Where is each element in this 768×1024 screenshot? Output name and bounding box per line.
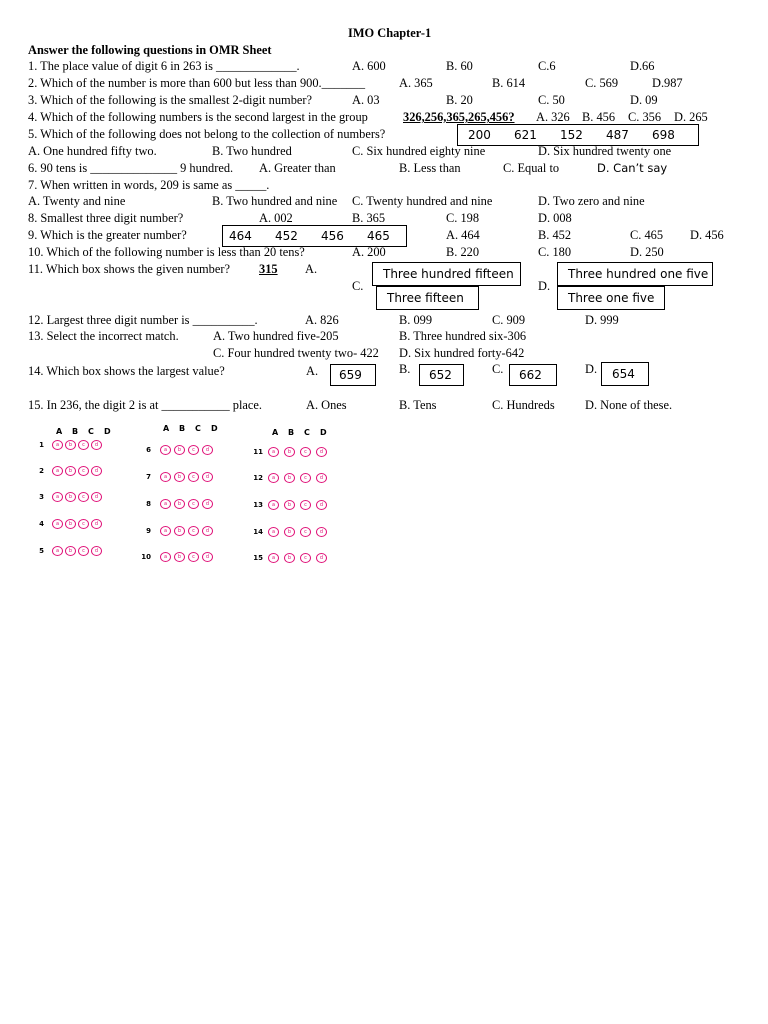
bubble-c[interactable]: c [188,526,199,536]
number-group-box [222,225,407,247]
option: A. Twenty and nine [28,194,126,208]
page-title: IMO Chapter-1 [348,26,432,40]
bubble-c[interactable]: c [78,466,89,476]
option: C. [352,279,364,293]
option: B. 452 [538,228,572,242]
bubble-d[interactable]: d [202,552,213,562]
option: A. 002 [259,211,293,225]
bubble-d[interactable]: d [202,472,213,482]
bubble-d[interactable]: d [316,527,327,537]
question-text: 6. 90 tens is ______________ 9 hundred. [28,161,234,175]
box-number: 464 [229,229,252,243]
bubble-b[interactable]: b [284,527,295,537]
option: D. Two zero and nine [538,194,645,208]
bubble-a[interactable]: a [268,500,279,510]
bubble-b[interactable]: b [65,440,76,450]
option: D. None of these. [585,398,673,412]
answer-box: Three hundred fifteen [372,262,521,286]
bubble-d[interactable]: d [91,519,102,529]
bubble-b[interactable]: b [284,500,295,510]
given-number: 315 [259,262,278,276]
bubble-d[interactable]: d [91,492,102,502]
bubble-b[interactable]: b [174,445,185,455]
bubble-d[interactable]: d [91,440,102,450]
omr-question-number: 9 [146,527,151,535]
bubble-b[interactable]: b [174,472,185,482]
bubble-a[interactable]: a [52,519,63,529]
bubble-a[interactable]: a [160,472,171,482]
bubble-a[interactable]: a [268,447,279,457]
bubble-c[interactable]: c [300,553,311,563]
bubble-a[interactable]: a [268,553,279,563]
bubble-d[interactable]: d [316,473,327,483]
option: D. [585,362,598,376]
omr-question-number: 8 [146,500,151,508]
option: B. 220 [446,245,480,259]
option: B. 60 [446,59,473,73]
bubble-c[interactable]: c [300,527,311,537]
box-number: 621 [514,128,537,142]
option: C. 356 [628,110,662,124]
option: B. Tens [399,398,437,412]
question-text: 15. In 236, the digit 2 is at ___________ place. [28,398,263,412]
option: B. Two hundred and nine [212,194,338,208]
omr-question-number: 2 [39,467,44,475]
option: C. 569 [585,76,619,90]
bubble-a[interactable]: a [52,492,63,502]
answer-box: Three one five [557,286,665,310]
question-text: 3. Which of the following is the smallest 2-digit number? [28,93,313,107]
omr-question-number: 10 [141,553,151,561]
option: C. 180 [538,245,572,259]
question-text: 1. The place value of digit 6 in 263 is _____________. [28,59,300,73]
question-text: 11. Which box shows the given number? [28,262,231,276]
bubble-d[interactable]: d [316,500,327,510]
option: D. 456 [690,228,724,242]
bubble-d[interactable]: d [316,553,327,563]
option: C. Equal to [503,161,560,175]
bubble-b[interactable]: b [174,526,185,536]
omr-question-number: 1 [39,441,44,449]
question-text: 10. Which of the following number is less than 20 tens? [28,245,305,259]
bubble-c[interactable]: c [78,546,89,556]
value-box: 659 [330,364,376,386]
box-number: 456 [321,229,344,243]
option: B. Two hundred [212,144,292,158]
bubble-b[interactable]: b [284,447,295,457]
option: C. Twenty hundred and nine [352,194,493,208]
option: A. 326 [536,110,570,124]
question-text: 14. Which box shows the largest value? [28,364,225,378]
box-number: 452 [275,229,298,243]
bubble-d[interactable]: d [202,526,213,536]
box-number: 200 [468,128,491,142]
question-text: 8. Smallest three digit number? [28,211,184,225]
option: A. 03 [352,93,380,107]
option: C. 50 [538,93,565,107]
bubble-b[interactable]: b [284,473,295,483]
option: D. 250 [630,245,664,259]
omr-question-number: 3 [39,493,44,501]
bubble-b[interactable]: b [65,519,76,529]
option: A. 200 [352,245,386,259]
bubble-b[interactable]: b [284,553,295,563]
bubble-c[interactable]: c [300,447,311,457]
bubble-a[interactable]: a [52,440,63,450]
value-box: 652 [419,364,464,386]
option: D. 265 [674,110,708,124]
option: D.987 [652,76,683,90]
answer-box: Three hundred one five [557,262,713,286]
bubble-b[interactable]: b [174,499,185,509]
option: A. 365 [399,76,433,90]
value-box: 654 [601,362,649,386]
bubble-a[interactable]: a [52,546,63,556]
option: C. 198 [446,211,480,225]
box-number: 152 [560,128,583,142]
bubble-c[interactable]: c [300,473,311,483]
bubble-a[interactable]: a [160,526,171,536]
option: B. 614 [492,76,526,90]
value-box: 662 [509,364,557,386]
bubble-b[interactable]: b [65,466,76,476]
option: C. Hundreds [492,398,555,412]
option: D. Six hundred forty-642 [399,346,525,360]
option: C. 465 [630,228,664,242]
option: D. 008 [538,211,572,225]
bubble-c[interactable]: c [78,440,89,450]
option: D. Can’t say [597,161,668,175]
bubble-d[interactable]: d [316,447,327,457]
option: B. [399,362,411,376]
omr-question-number: 5 [39,547,44,555]
option: D. Six hundred twenty one [538,144,672,158]
option: A. 826 [305,313,339,327]
bubble-c[interactable]: c [188,552,199,562]
question-text: 12. Largest three digit number is __________. [28,313,258,327]
bubble-c[interactable]: c [78,519,89,529]
option: B. 365 [352,211,386,225]
omr-question-number: 15 [253,554,263,562]
omr-question-number: 13 [253,501,263,509]
bubble-c[interactable]: c [188,472,199,482]
bubble-d[interactable]: d [91,466,102,476]
omr-question-number: 14 [253,528,263,536]
option: B. 456 [582,110,616,124]
bubble-a[interactable]: a [160,499,171,509]
omr-question-number: 11 [253,448,263,456]
instruction: Answer the following questions in OMR Sheet [28,43,272,57]
bubble-a[interactable]: a [160,445,171,455]
bubble-d[interactable]: d [202,499,213,509]
bubble-b[interactable]: b [65,492,76,502]
option: D. 999 [585,313,619,327]
option: D. 09 [630,93,658,107]
option: D. [538,279,551,293]
option: A. Ones [306,398,347,412]
question-text: 9. Which is the greater number? [28,228,187,242]
omr-question-number: 12 [253,474,263,482]
option: A. [305,262,318,276]
bubble-a[interactable]: a [268,527,279,537]
bubble-b[interactable]: b [65,546,76,556]
option: C. Four hundred twenty two- 422 [213,346,379,360]
bubble-a[interactable]: a [160,552,171,562]
number-group: 326,256,365,265,456? [403,110,515,124]
bubble-d[interactable]: d [202,445,213,455]
number-collection-box [457,124,699,146]
option: A. Two hundred five-205 [213,329,339,343]
box-number: 465 [367,229,390,243]
question-text: 7. When written in words, 209 is same as _____. [28,178,270,192]
option: C. [492,362,504,376]
bubble-a[interactable]: a [52,466,63,476]
option: A. 464 [446,228,480,242]
bubble-d[interactable]: d [91,546,102,556]
box-number: 487 [606,128,629,142]
option: B. Three hundred six-306 [399,329,527,343]
bubble-c[interactable]: c [78,492,89,502]
option: A. 600 [352,59,386,73]
question-text: 13. Select the incorrect match. [28,329,179,343]
bubble-c[interactable]: c [300,500,311,510]
option: B. 20 [446,93,473,107]
bubble-c[interactable]: c [188,499,199,509]
answer-box: Three fifteen [376,286,479,310]
question-text: 2. Which of the number is more than 600 but less than 900._______ [28,76,366,90]
bubble-b[interactable]: b [174,552,185,562]
option: B. Less than [399,161,461,175]
bubble-c[interactable]: c [188,445,199,455]
question-text: 4. Which of the following numbers is the second largest in the group [28,110,368,124]
bubble-a[interactable]: a [268,473,279,483]
option: C. 909 [492,313,526,327]
option: A. Greater than [259,161,336,175]
option: C. Six hundred eighty nine [352,144,486,158]
question-text: 5. Which of the following does not belong to the collection of numbers? [28,127,386,141]
omr-question-number: 4 [39,520,44,528]
option: D.66 [630,59,655,73]
option: B. 099 [399,313,433,327]
option: A. One hundred fifty two. [28,144,157,158]
box-number: 698 [652,128,675,142]
omr-question-number: 7 [146,473,151,481]
option: C.6 [538,59,556,73]
omr-question-number: 6 [146,446,151,454]
option: A. [306,364,319,378]
